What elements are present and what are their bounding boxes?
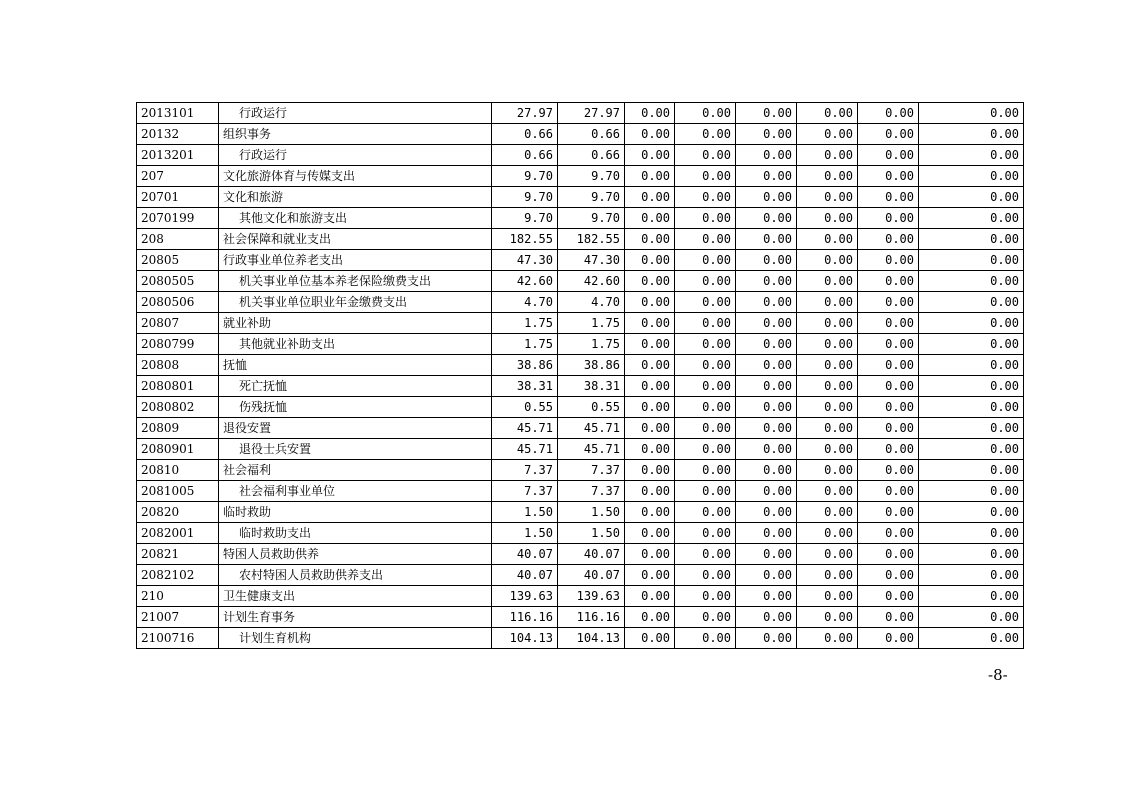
- amount-cell: 0.00: [675, 523, 736, 544]
- amount-cell: 0.00: [675, 250, 736, 271]
- amount-cell: 1.50: [558, 523, 625, 544]
- amount-cell: 0.00: [675, 166, 736, 187]
- amount-cell: 0.00: [919, 628, 1024, 649]
- amount-cell: 4.70: [558, 292, 625, 313]
- amount-cell: 0.00: [919, 250, 1024, 271]
- amount-cell: 0.00: [625, 187, 675, 208]
- amount-cell: 0.00: [675, 418, 736, 439]
- amount-cell: 0.00: [919, 229, 1024, 250]
- amount-cell: 0.00: [797, 376, 858, 397]
- amount-cell: 0.00: [675, 229, 736, 250]
- amount-cell: 116.16: [492, 607, 558, 628]
- subject-code-cell: 2080505: [137, 271, 219, 292]
- amount-cell: 0.00: [919, 355, 1024, 376]
- amount-cell: 0.00: [858, 313, 919, 334]
- amount-cell: 40.07: [558, 565, 625, 586]
- amount-cell: 0.00: [797, 607, 858, 628]
- amount-cell: 0.00: [797, 292, 858, 313]
- amount-cell: 0.00: [625, 334, 675, 355]
- amount-cell: 0.00: [736, 565, 797, 586]
- amount-cell: 0.00: [797, 103, 858, 124]
- subject-name-cell: 社会保障和就业支出: [219, 229, 492, 250]
- subject-name-cell: 就业补助: [219, 313, 492, 334]
- amount-cell: 0.00: [919, 271, 1024, 292]
- amount-cell: 0.00: [858, 103, 919, 124]
- subject-name-cell: 农村特困人员救助供养支出: [219, 565, 492, 586]
- amount-cell: 7.37: [558, 460, 625, 481]
- subject-name-cell: 文化和旅游: [219, 187, 492, 208]
- subject-name-cell: 机关事业单位职业年金缴费支出: [219, 292, 492, 313]
- subject-code-cell: 2080802: [137, 397, 219, 418]
- amount-cell: 0.00: [797, 460, 858, 481]
- amount-cell: 0.00: [919, 565, 1024, 586]
- amount-cell: 0.00: [736, 271, 797, 292]
- amount-cell: 0.00: [858, 544, 919, 565]
- subject-name-cell: 退役安置: [219, 418, 492, 439]
- table-row: [137, 544, 1024, 565]
- amount-cell: 1.50: [492, 523, 558, 544]
- amount-cell: 1.75: [558, 313, 625, 334]
- amount-cell: 0.00: [625, 565, 675, 586]
- table-row: [137, 376, 1024, 397]
- amount-cell: 0.00: [858, 229, 919, 250]
- amount-cell: 0.00: [736, 166, 797, 187]
- amount-cell: 0.00: [736, 544, 797, 565]
- amount-cell: 0.00: [797, 124, 858, 145]
- amount-cell: 0.00: [675, 565, 736, 586]
- amount-cell: 0.00: [919, 166, 1024, 187]
- amount-cell: 1.75: [492, 313, 558, 334]
- amount-cell: 0.00: [736, 313, 797, 334]
- amount-cell: 0.00: [736, 229, 797, 250]
- table-body: [137, 103, 1024, 649]
- amount-cell: 0.00: [919, 523, 1024, 544]
- amount-cell: 0.00: [736, 481, 797, 502]
- amount-cell: 0.00: [625, 145, 675, 166]
- amount-cell: 0.00: [919, 607, 1024, 628]
- amount-cell: 0.00: [919, 334, 1024, 355]
- amount-cell: 0.00: [797, 334, 858, 355]
- table-row: [137, 271, 1024, 292]
- subject-code-cell: 2082102: [137, 565, 219, 586]
- subject-code-cell: 2080799: [137, 334, 219, 355]
- amount-cell: 0.55: [558, 397, 625, 418]
- table-row: [137, 460, 1024, 481]
- subject-code-cell: 2070199: [137, 208, 219, 229]
- subject-name-cell: 特困人员救助供养: [219, 544, 492, 565]
- subject-code-cell: 2081005: [137, 481, 219, 502]
- amount-cell: 0.00: [919, 124, 1024, 145]
- subject-code-cell: 2080506: [137, 292, 219, 313]
- subject-name-cell: 其他文化和旅游支出: [219, 208, 492, 229]
- amount-cell: 0.66: [558, 145, 625, 166]
- amount-cell: 42.60: [558, 271, 625, 292]
- table-row: [137, 229, 1024, 250]
- amount-cell: 0.00: [675, 334, 736, 355]
- amount-cell: 0.00: [736, 628, 797, 649]
- amount-cell: 0.00: [736, 502, 797, 523]
- subject-code-cell: 2100716: [137, 628, 219, 649]
- amount-cell: 0.00: [675, 481, 736, 502]
- subject-code-cell: 20809: [137, 418, 219, 439]
- amount-cell: 0.00: [797, 565, 858, 586]
- subject-code-cell: 2013101: [137, 103, 219, 124]
- amount-cell: 0.00: [625, 502, 675, 523]
- amount-cell: 182.55: [492, 229, 558, 250]
- table-row: [137, 208, 1024, 229]
- amount-cell: 7.37: [492, 481, 558, 502]
- subject-code-cell: 20805: [137, 250, 219, 271]
- table-row: [137, 313, 1024, 334]
- amount-cell: 38.31: [492, 376, 558, 397]
- amount-cell: 0.00: [625, 544, 675, 565]
- amount-cell: 0.00: [797, 502, 858, 523]
- amount-cell: 0.00: [736, 208, 797, 229]
- amount-cell: 0.00: [675, 355, 736, 376]
- subject-code-cell: 207: [137, 166, 219, 187]
- amount-cell: 0.00: [625, 124, 675, 145]
- subject-name-cell: 退役士兵安置: [219, 439, 492, 460]
- subject-code-cell: 20807: [137, 313, 219, 334]
- budget-table: [136, 102, 1024, 649]
- amount-cell: 0.00: [736, 124, 797, 145]
- amount-cell: 0.00: [858, 481, 919, 502]
- table-row: [137, 418, 1024, 439]
- amount-cell: 0.00: [919, 187, 1024, 208]
- amount-cell: 139.63: [558, 586, 625, 607]
- subject-code-cell: 210: [137, 586, 219, 607]
- subject-code-cell: 21007: [137, 607, 219, 628]
- amount-cell: 1.75: [492, 334, 558, 355]
- amount-cell: 0.00: [919, 502, 1024, 523]
- amount-cell: 9.70: [558, 166, 625, 187]
- amount-cell: 0.00: [797, 397, 858, 418]
- amount-cell: 0.00: [625, 397, 675, 418]
- amount-cell: 0.00: [625, 166, 675, 187]
- amount-cell: 0.00: [919, 292, 1024, 313]
- table-row: [137, 334, 1024, 355]
- subject-name-cell: 其他就业补助支出: [219, 334, 492, 355]
- table-row: [137, 523, 1024, 544]
- amount-cell: 1.75: [558, 334, 625, 355]
- amount-cell: 0.00: [675, 103, 736, 124]
- amount-cell: 45.71: [492, 439, 558, 460]
- table-row: [137, 103, 1024, 124]
- amount-cell: 0.00: [919, 208, 1024, 229]
- amount-cell: 0.66: [492, 145, 558, 166]
- amount-cell: 0.00: [858, 607, 919, 628]
- amount-cell: 0.00: [797, 271, 858, 292]
- amount-cell: 0.00: [858, 628, 919, 649]
- table-row: [137, 397, 1024, 418]
- amount-cell: 0.00: [797, 208, 858, 229]
- amount-cell: 0.00: [858, 145, 919, 166]
- amount-cell: 0.00: [858, 397, 919, 418]
- amount-cell: 0.00: [858, 460, 919, 481]
- amount-cell: 104.13: [492, 628, 558, 649]
- amount-cell: 27.97: [558, 103, 625, 124]
- amount-cell: 0.00: [675, 124, 736, 145]
- amount-cell: 0.00: [797, 313, 858, 334]
- amount-cell: 0.00: [797, 481, 858, 502]
- amount-cell: 0.00: [919, 439, 1024, 460]
- amount-cell: 0.00: [675, 544, 736, 565]
- amount-cell: 0.00: [858, 565, 919, 586]
- subject-name-cell: 临时救助: [219, 502, 492, 523]
- table-row: [137, 145, 1024, 166]
- amount-cell: 47.30: [492, 250, 558, 271]
- amount-cell: 0.00: [675, 187, 736, 208]
- amount-cell: 0.00: [919, 313, 1024, 334]
- amount-cell: 0.00: [858, 292, 919, 313]
- amount-cell: 0.00: [625, 250, 675, 271]
- amount-cell: 0.66: [492, 124, 558, 145]
- amount-cell: 0.00: [797, 145, 858, 166]
- amount-cell: 0.00: [675, 397, 736, 418]
- amount-cell: 0.00: [858, 166, 919, 187]
- amount-cell: 9.70: [492, 187, 558, 208]
- amount-cell: 38.31: [558, 376, 625, 397]
- amount-cell: 0.00: [736, 523, 797, 544]
- amount-cell: 0.00: [919, 481, 1024, 502]
- amount-cell: 38.86: [492, 355, 558, 376]
- subject-name-cell: 机关事业单位基本养老保险缴费支出: [219, 271, 492, 292]
- subject-name-cell: 文化旅游体育与传媒支出: [219, 166, 492, 187]
- amount-cell: 0.00: [858, 124, 919, 145]
- amount-cell: 0.00: [625, 586, 675, 607]
- amount-cell: 0.00: [736, 355, 797, 376]
- amount-cell: 0.00: [736, 103, 797, 124]
- subject-name-cell: 计划生育机构: [219, 628, 492, 649]
- amount-cell: 27.97: [492, 103, 558, 124]
- amount-cell: 9.70: [558, 208, 625, 229]
- amount-cell: 0.00: [736, 439, 797, 460]
- amount-cell: 0.00: [736, 397, 797, 418]
- amount-cell: 0.00: [625, 460, 675, 481]
- amount-cell: 40.07: [492, 544, 558, 565]
- amount-cell: 0.00: [797, 439, 858, 460]
- amount-cell: 0.00: [736, 292, 797, 313]
- subject-name-cell: 行政运行: [219, 145, 492, 166]
- amount-cell: 0.00: [675, 376, 736, 397]
- amount-cell: 0.00: [797, 355, 858, 376]
- amount-cell: 0.00: [919, 397, 1024, 418]
- amount-cell: 1.50: [492, 502, 558, 523]
- amount-cell: 0.00: [625, 607, 675, 628]
- amount-cell: 0.00: [797, 418, 858, 439]
- amount-cell: 0.00: [736, 376, 797, 397]
- amount-cell: 1.50: [558, 502, 625, 523]
- amount-cell: 40.07: [558, 544, 625, 565]
- amount-cell: 0.00: [675, 271, 736, 292]
- amount-cell: 38.86: [558, 355, 625, 376]
- subject-code-cell: 20810: [137, 460, 219, 481]
- table-row: [137, 628, 1024, 649]
- amount-cell: 0.00: [797, 586, 858, 607]
- subject-name-cell: 社会福利事业单位: [219, 481, 492, 502]
- amount-cell: 0.00: [675, 502, 736, 523]
- amount-cell: 0.00: [675, 292, 736, 313]
- amount-cell: 0.00: [858, 208, 919, 229]
- amount-cell: 47.30: [558, 250, 625, 271]
- amount-cell: 0.00: [625, 418, 675, 439]
- amount-cell: 7.37: [492, 460, 558, 481]
- amount-cell: 0.00: [625, 355, 675, 376]
- amount-cell: 0.00: [625, 271, 675, 292]
- amount-cell: 0.00: [736, 187, 797, 208]
- table-row: [137, 439, 1024, 460]
- amount-cell: 0.00: [858, 355, 919, 376]
- amount-cell: 0.00: [736, 145, 797, 166]
- amount-cell: 0.00: [625, 628, 675, 649]
- amount-cell: 104.13: [558, 628, 625, 649]
- subject-name-cell: 抚恤: [219, 355, 492, 376]
- amount-cell: 0.00: [625, 376, 675, 397]
- amount-cell: 182.55: [558, 229, 625, 250]
- amount-cell: 45.71: [558, 439, 625, 460]
- table-row: [137, 292, 1024, 313]
- amount-cell: 0.00: [736, 250, 797, 271]
- amount-cell: 0.00: [675, 460, 736, 481]
- amount-cell: 9.70: [492, 166, 558, 187]
- subject-name-cell: 临时救助支出: [219, 523, 492, 544]
- subject-code-cell: 2080801: [137, 376, 219, 397]
- amount-cell: 0.00: [625, 229, 675, 250]
- subject-code-cell: 20132: [137, 124, 219, 145]
- amount-cell: 0.00: [919, 376, 1024, 397]
- table-row: [137, 607, 1024, 628]
- amount-cell: 40.07: [492, 565, 558, 586]
- amount-cell: 0.00: [858, 586, 919, 607]
- amount-cell: 139.63: [492, 586, 558, 607]
- amount-cell: 0.00: [625, 439, 675, 460]
- amount-cell: 0.00: [736, 586, 797, 607]
- amount-cell: 0.00: [858, 376, 919, 397]
- subject-name-cell: 组织事务: [219, 124, 492, 145]
- amount-cell: 0.00: [858, 187, 919, 208]
- subject-code-cell: 208: [137, 229, 219, 250]
- amount-cell: 0.00: [919, 103, 1024, 124]
- amount-cell: 0.00: [858, 334, 919, 355]
- table-row: [137, 502, 1024, 523]
- subject-code-cell: 2013201: [137, 145, 219, 166]
- subject-code-cell: 2080901: [137, 439, 219, 460]
- subject-name-cell: 行政运行: [219, 103, 492, 124]
- amount-cell: 0.00: [919, 460, 1024, 481]
- amount-cell: 0.00: [858, 250, 919, 271]
- amount-cell: 0.00: [797, 523, 858, 544]
- subject-name-cell: 死亡抚恤: [219, 376, 492, 397]
- amount-cell: 0.00: [625, 313, 675, 334]
- amount-cell: 42.60: [492, 271, 558, 292]
- subject-code-cell: 2082001: [137, 523, 219, 544]
- amount-cell: 0.00: [919, 418, 1024, 439]
- amount-cell: 0.00: [797, 250, 858, 271]
- table-row: [137, 124, 1024, 145]
- page-number: -8-: [988, 666, 1008, 684]
- table-row: [137, 187, 1024, 208]
- subject-name-cell: 卫生健康支出: [219, 586, 492, 607]
- amount-cell: 0.00: [675, 439, 736, 460]
- table-row: [137, 355, 1024, 376]
- amount-cell: 0.00: [675, 208, 736, 229]
- amount-cell: 0.00: [625, 481, 675, 502]
- table-row: [137, 565, 1024, 586]
- amount-cell: 0.00: [919, 145, 1024, 166]
- amount-cell: 0.00: [675, 628, 736, 649]
- table-row: [137, 250, 1024, 271]
- amount-cell: 0.00: [858, 502, 919, 523]
- amount-cell: 45.71: [558, 418, 625, 439]
- amount-cell: 0.00: [858, 439, 919, 460]
- amount-cell: 0.00: [675, 145, 736, 166]
- amount-cell: 0.00: [797, 544, 858, 565]
- amount-cell: 0.00: [919, 586, 1024, 607]
- subject-name-cell: 伤残抚恤: [219, 397, 492, 418]
- amount-cell: 0.00: [858, 418, 919, 439]
- amount-cell: 0.00: [625, 103, 675, 124]
- amount-cell: 0.00: [625, 523, 675, 544]
- amount-cell: 0.66: [558, 124, 625, 145]
- amount-cell: 0.00: [858, 523, 919, 544]
- amount-cell: 0.00: [675, 586, 736, 607]
- table-row: [137, 481, 1024, 502]
- table-row: [137, 586, 1024, 607]
- subject-code-cell: 20808: [137, 355, 219, 376]
- amount-cell: 0.00: [736, 418, 797, 439]
- amount-cell: 0.00: [797, 166, 858, 187]
- subject-name-cell: 计划生育事务: [219, 607, 492, 628]
- amount-cell: 0.00: [675, 313, 736, 334]
- amount-cell: 0.00: [736, 607, 797, 628]
- subject-code-cell: 20821: [137, 544, 219, 565]
- amount-cell: 7.37: [558, 481, 625, 502]
- amount-cell: 0.00: [797, 628, 858, 649]
- amount-cell: 0.00: [736, 334, 797, 355]
- amount-cell: 0.00: [797, 229, 858, 250]
- subject-code-cell: 20701: [137, 187, 219, 208]
- subject-code-cell: 20820: [137, 502, 219, 523]
- subject-name-cell: 行政事业单位养老支出: [219, 250, 492, 271]
- amount-cell: 0.00: [625, 208, 675, 229]
- amount-cell: 0.00: [797, 187, 858, 208]
- amount-cell: 9.70: [492, 208, 558, 229]
- amount-cell: 0.00: [736, 460, 797, 481]
- amount-cell: 0.00: [919, 544, 1024, 565]
- amount-cell: 9.70: [558, 187, 625, 208]
- amount-cell: 4.70: [492, 292, 558, 313]
- amount-cell: 0.00: [625, 292, 675, 313]
- amount-cell: 0.55: [492, 397, 558, 418]
- amount-cell: 116.16: [558, 607, 625, 628]
- subject-name-cell: 社会福利: [219, 460, 492, 481]
- amount-cell: 0.00: [675, 607, 736, 628]
- table-row: [137, 166, 1024, 187]
- amount-cell: 45.71: [492, 418, 558, 439]
- amount-cell: 0.00: [858, 271, 919, 292]
